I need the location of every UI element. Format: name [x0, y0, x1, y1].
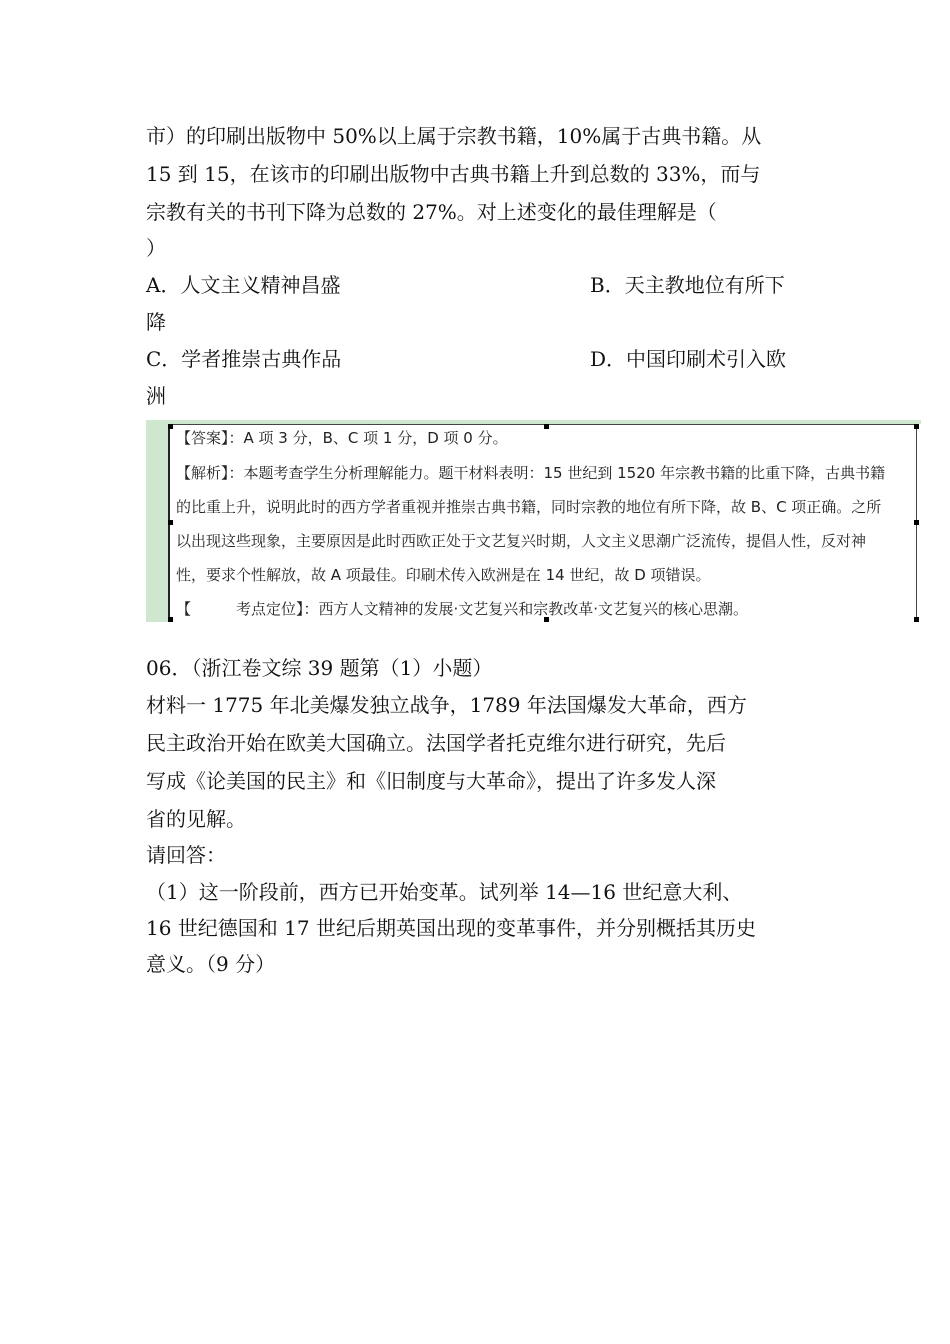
selection-frame [168, 424, 917, 622]
question-line-3: 宗教有关的书刊下降为总数的 27%。对上述变化的最佳理解是（ [146, 200, 717, 224]
question-line-2: 15 到 15，在该市的印刷出版物中古典书籍上升到总数的 33%，而与 [146, 162, 761, 186]
resize-handle[interactable] [168, 617, 173, 622]
analysis-line: 【解析】：本题考查学生分析理解能力。题干材料表明：15 世纪到 1520 年宗教书籍的比重下降，古典书籍 [176, 464, 886, 482]
q06-line: 省的见解。 [146, 807, 246, 831]
option-b-wrap: 降 [146, 310, 166, 334]
resize-handle[interactable] [914, 424, 919, 429]
resize-handle[interactable] [914, 520, 919, 525]
option-a: A．人文主义精神昌盛 [146, 273, 341, 297]
resize-handle[interactable] [168, 424, 173, 429]
q06-line: 民主政治开始在欧美大国确立。法国学者托克维尔进行研究，先后 [146, 731, 726, 755]
resize-handle[interactable] [168, 520, 173, 525]
q06-line: 材料一 1775 年北美爆发独立战争，1789 年法国爆发大革命，西方 [146, 693, 747, 717]
question-line-4: ） [146, 236, 166, 260]
q06-header: 06．（浙江卷文综 39 题第（1）小题） [146, 656, 493, 680]
resize-handle[interactable] [544, 424, 549, 429]
analysis-line: 的比重上升，说明此时的西方学者重视并推崇古典书籍，同时宗教的地位有所下降，故 B、C 项正确。之所 [176, 498, 882, 516]
answer-line: 【答案】：A 项 3 分，B、C 项 1 分，D 项 0 分。 [176, 429, 508, 447]
question-line-1: 市）的印刷出版物中 50%以上属于宗教书籍，10%属于古典书籍。从 [146, 124, 762, 148]
option-b: B．天主教地位有所下 [590, 273, 785, 297]
q06-subquestion: 意义。（9 分） [146, 952, 276, 976]
q06-subquestion: （1）这一阶段前，西方已开始变革。试列举 14—16 世纪意大利、 [146, 880, 743, 904]
resize-handle[interactable] [914, 617, 919, 622]
analysis-line: 以出现这些现象，主要原因是此时西欧正处于文艺复兴时期，人文主义思潮广泛流传，提倡人性，反对神 [176, 532, 867, 550]
q06-subquestion: 16 世纪德国和 17 世纪后期英国出现的变革事件，并分别概括其历史 [146, 916, 756, 940]
analysis-line: 性，要求个性解放，故 A 项最佳。印刷术传入欧洲是在 14 世纪，故 D 项错误。 [176, 566, 711, 584]
q06-line: 写成《论美国的民主》和《旧制度与大革命》，提出了许多发人深 [146, 769, 716, 793]
option-d-wrap: 洲 [146, 384, 166, 408]
q06-prompt: 请回答： [146, 843, 226, 867]
option-d: D．中国印刷术引入欧 [590, 347, 787, 371]
option-c: C．学者推崇古典作品 [146, 347, 342, 371]
key-point-line: 【 考点定位】：西方人文精神的发展·文艺复兴和宗教改革·文艺复兴的核心思潮。 [176, 600, 749, 618]
answer-explanation-image [146, 420, 921, 622]
green-margin [146, 420, 168, 622]
